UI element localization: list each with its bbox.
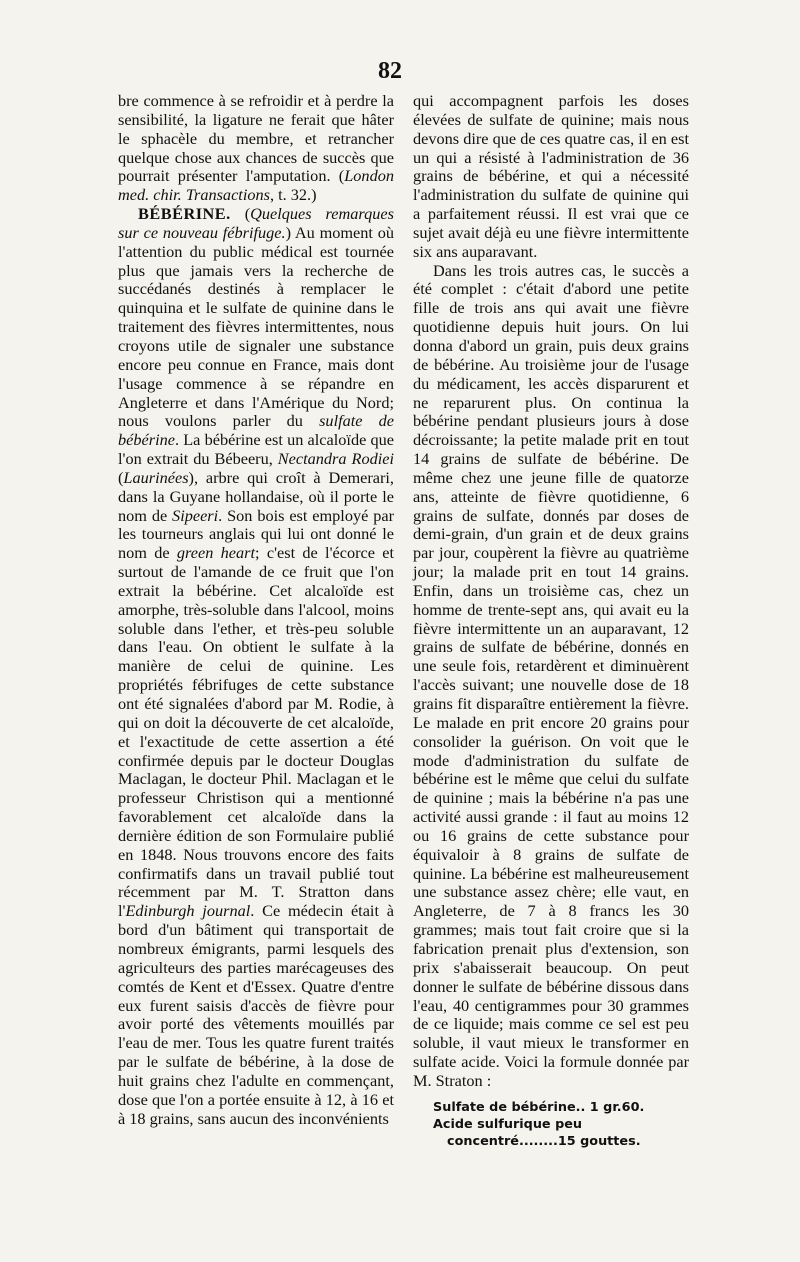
left-column (118, 92, 394, 1128)
italic-text: Sipeeri (172, 505, 219, 525)
italic-text: London med. chir. Transactions (118, 166, 394, 205)
body-text: ; c'est de l'écorce et surtout de l'amande de ce fruit que l'on extrait la bébérine. Cet alcaloïde est amorphe, très-soluble dans l'alcool, moins soluble dans l'ether, et très-peu soluble dans l'eau. On obtient le sulfate à la manière de celui de quinine. Les propriétés fébrifuges de cette substance ont été signalées d'abord par M. Rodie, à qui on doit la découverte de cet alcaloïde, et l'exactitude de cette assertion a été confirmée depuis par le docteur Douglas Maclagan, le docteur Phil. Maclagan et le professeur Christison qui a mentionné favorablement cet alcaloïde dans la dernière édition de son Formulaire publié en 1848. Nous trouvons encore des faits confirmatifs dans un travail publié tout récemment par M. T. Stratton dans l' (118, 543, 395, 921)
paragraph (118, 205, 394, 1128)
right-column (413, 92, 689, 1150)
body-text: qui accompagnent parfois les doses élevées de sulfate de quinine; mais nous devons dire que de ces quatre cas, il en est un qui a résisté à l'administration de 36 grains de bébérine, et qui a nécessité l'administration du sulfate de quinine qui a parfaitement réussi. Il est vrai que ce sujet avait déjà eu une fièvre intermittente six ans auparavant. (413, 91, 689, 261)
italic-text: Quelques remarques sur ce nouveau fébrifuge. (118, 204, 394, 242)
paragraph (118, 92, 394, 205)
page-number: 82 (378, 58, 402, 84)
body-text: . Son bois est employé par les tourneurs anglais qui lui ont donné le nom de (118, 505, 394, 563)
body-text: . Ce médecin était à bord d'un bâtiment qui transportait de nombreux émigrants, parmi lesquels des agriculteurs des parties marécageuses des comtés de Kent et d'Essex. Quatre d'entre eux furent saisis d'accès de fièvre pour avoir porté des vêtements mouillés par l'eau de mer. Tous les quatre furent traités par le sulfate de bébérine, à la dose de huit grains chez l'adulte en commençant, dose que l'on a portée ensuite à 12, à 16 et à 18 grains, sans aucun des inconvénients (118, 901, 395, 1128)
italic-text: sulfate de bébérine (118, 411, 395, 450)
formula-line: Acide sulfurique peu (433, 1116, 583, 1132)
formula-line: Sulfate de bébérine.. 1 gr.60. (433, 1099, 645, 1115)
body-text: ), arbre qui croît à Demerari, dans la Guyane hollandaise, où il porte le nom de (118, 467, 394, 525)
body-text: bre commence à se refroidir et à perdre la sensibilité, la ligature ne ferait que hâter le sphacèle du membre, et retrancher quelque chose aux chances de succès que pourrait présenter l'amputation. ( (118, 91, 394, 186)
body-text: ( (230, 204, 251, 224)
italic-text: Nectandra Rodiei (277, 449, 394, 469)
body-text: . La bébérine est un alcaloïde que l'on extrait du Bébeeru, (118, 430, 394, 469)
italic-text: Edinburgh journal (125, 901, 251, 921)
italic-text: green heart (176, 543, 256, 563)
paragraph (413, 92, 689, 262)
body-text: Dans les trois autres cas, le succès a été complet : c'était d'abord une petite fille de trois ans qui avait une fièvre quotidienne depuis huit jours. On lui donna d'abord un grain, puis deux grains de bébérine. Au troisième jour de l'usage du médicament, les accès disparurent et ne reparurent plus. On continua la bébérine pendant plusieurs jours à dose décroissante; la petite malade prit en tout 14 grains de sulfate de bébérine. De même chez une jeune fille de quatorze ans, atteinte de fièvre quotidienne, 6 grains de sulfate, donnés par doses de demi-grain, d'un grain et de deux grains par jour, coupèrent la fièvre au quatrième jour; la malade prit en tout 14 grains. Enfin, dans un troisième cas, chez un homme de trente-sept ans, qui avait eu la fièvre intermittente un an auparavant, 12 grains de sulfate de bébérine, donnés en une seule fois, retardèrent et diminuèrent l'accès suivant; une nouvelle dose de 18 grains fit disparaître entièrement la fièvre. Le malade en prit encore 20 grains pour consolider la guérison. On voit que le mode d'administration du sulfate de bébérine est le même que celui du sulfate de quinine ; mais la bébérine n'a pas une activité aussi grande : il faut au moins 12 ou 16 grains de cette substance pour équivaloir à 8 grains de sulfate de quinine. La bébérine est malheureusement une substance assez chère; elle vaut, en Angleterre, de 7 à 8 francs les 30 grammes; mais tout fait croire que si la fabrication prenait plus d'extension, son prix s'abaisserait beaucoup. On peut donner le sulfate de bébérine dissous dans l'eau, 40 centigrammes pour 30 grammes de ce liquide; mais comme ce sel est peu soluble, il vaut mieux le transformer en sulfate acide. Voici la formule donnée par M. Straton : (413, 260, 689, 1090)
heading-text: BÉBÉRINE. (138, 204, 231, 224)
formula-line: concentré........15 gouttes. (447, 1133, 641, 1149)
body-text: , t. 32.) (269, 185, 317, 205)
body-text: ) Au moment où l'attention du public médical est tournée plus que jamais vers la recherche de succédanés destinés à remplacer le quinquina et le sulfate de quinine dans le traitement des fièvres intermittentes, nous croyons utile de signaler une substance encore peu connue en France, mais dont l'usage commence à se répandre en Angleterre et dans l'Amérique du Nord; nous voulons parler du (118, 222, 394, 431)
body-text: ( (118, 467, 124, 487)
formula-block (413, 1099, 689, 1150)
italic-text: Laurinées (123, 467, 189, 487)
paragraph (413, 262, 689, 1091)
